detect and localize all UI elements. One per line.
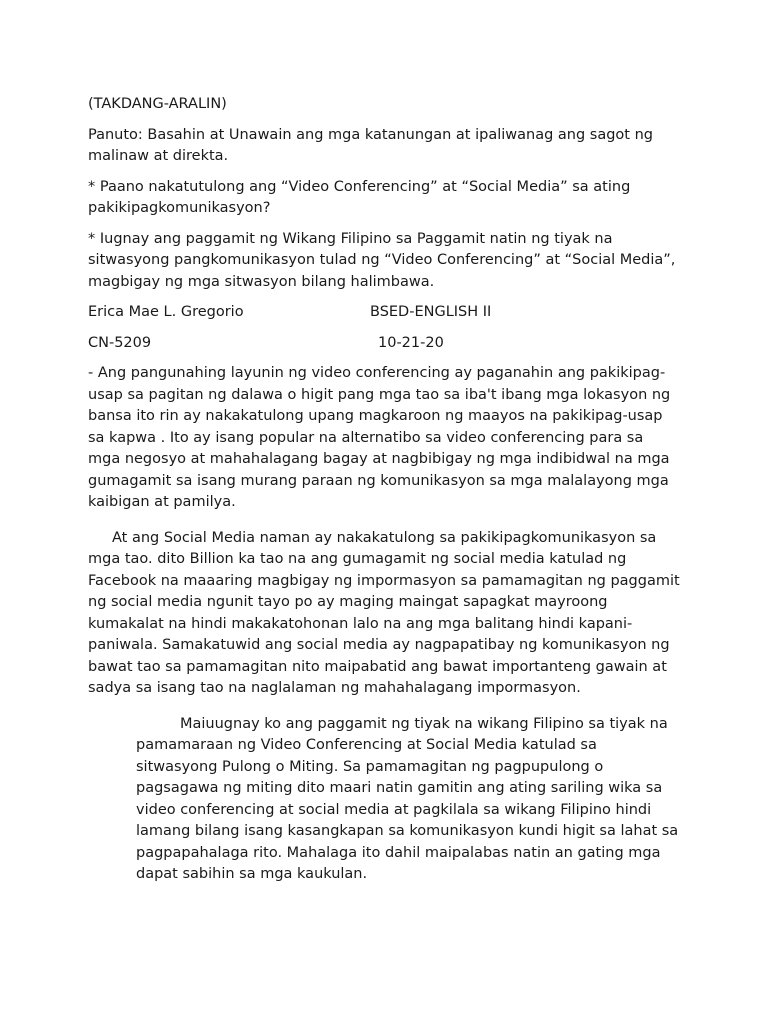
student-info-row-1 [88,302,680,324]
date-label: 10-21-20 [378,334,444,351]
student-id: CN-5209 [88,334,152,351]
student-name: Erica Mae L. Gregorio [88,304,244,320]
answer-1: - Ang pangunahing layunin ng video conferencing ay paganahin ang pakikipag-usap sa pagitan ng dalawa o higit pang mga tao sa iba't ibang mga lokasyon ng bansa ito rin ay nakakatulong upang magkaroon ng maayos na pakikipag-usap sa kapwa . Ito ay isang popular na alternatibo sa video conferencing para sa mga negosyo at mahahalagang bagay at nagbibigay ng mga indibidwal na mga gumagamit sa isang murang paraan ng komunikasyon sa mga malalayong mga kaibigan at pamilya. [88,365,671,510]
student-info-row-2 [88,333,680,355]
instruction-text: Panuto: Basahin at Unawain ang mga katanungan at ipaliwanag ang sagot ng malinaw at direkta. [88,126,653,164]
answer-2: At ang Social Media naman ay nakakatulong sa pakikipagkomunikasyon sa mga tao. dito Billion ka tao na ang gumagamit ng social media katulad ng Facebook na maaaring magbigay ng impormasyon sa pamamagitan ng paggamit ng social media ngunit tayo po ay maging maingat sapagkat mayroong kumakalat na hindi makakatohonan lalo na ang mga balitang hindi kapani-paniwala. Samakatuwid ang social media ay nagpapatibay ng komunikasyon ng bawat tao sa pamamagitan nito maipabatid ang bawat importanteng gawain at sadya sa isang tao na naglalaman ng mahahalagang impormasyon. [88,529,680,696]
document-title: (TAKDANG-ARALIN) [88,96,227,112]
document-page [88,94,680,895]
answer-3: Maiuugnay ko ang paggamit ng tiyak na wikang Filipino sa tiyak na pamamaraan ng Video Conferencing at Social Media katulad sa sitwasyong Pulong o Miting. Sa pamamagitan ng pagpupulong o pagsagawa ng miting dito maari natin gamitin ang ating sariling wika sa video conferencing at social media at pagkilala sa wikang Filipino hindi lamang bilang isang kasangkapan sa komunikasyon kundi higit sa lahat sa pagpapahalaga rito. Mahalaga ito dahil maipalabas natin an gating mga dapat sabihin sa mga kaukulan. [136,715,679,882]
question-2: * Iugnay ang paggamit ng Wikang Filipino sa Paggamit natin ng tiyak na sitwasyong pangkomunikasyon tulad ng “Video Conferencing” at “Social Media”, magbigay ng mga sitwasyon bilang halimbawa. [88,230,676,290]
course-label: BSED-ENGLISH II [370,304,492,320]
question-1: * Paano nakatutulong ang “Video Conferencing” at “Social Media” sa ating pakikipagkomunikasyon? [88,178,631,216]
